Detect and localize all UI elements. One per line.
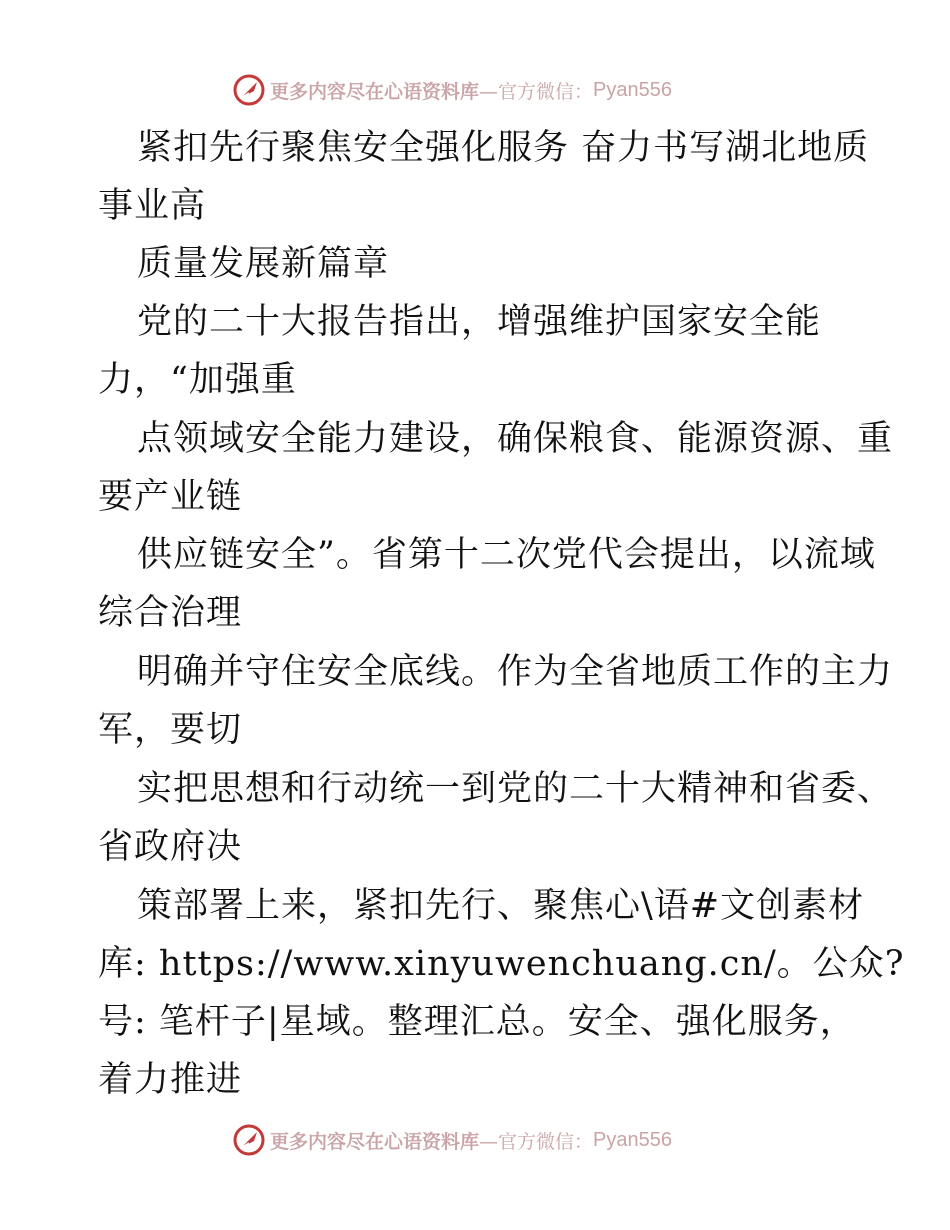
banner-wechat-id: Pyan556 <box>593 1128 672 1151</box>
text-line: 党的二十大报告指出，增强维护国家安全能 <box>137 302 822 342</box>
text-line: 策部署上来，紧扣先行、聚焦心\语#文创素材 <box>137 886 865 926</box>
text-line: 省政府决 <box>98 827 243 867</box>
feather-pen-logo-icon <box>232 1123 266 1157</box>
text-line: 事业高 <box>98 186 207 226</box>
text-line: 着力推进 <box>98 1060 243 1100</box>
text-line: 综合治理 <box>98 593 243 633</box>
text-line: 力，“加强重 <box>98 360 297 400</box>
text-line: 库: https://www.xinyuwenchuang.cn/。公众? <box>98 944 905 984</box>
text-line: 紧扣先行聚焦安全强化服务 奋力书写湖北地质 <box>137 128 870 168</box>
text-line: 质量发展新篇章 <box>137 244 390 284</box>
text-line: 实把思想和行动统一到党的二十大精神和省委、 <box>137 769 894 809</box>
banner-separator: —官方微信： <box>479 1130 594 1153</box>
text-line: 军，要切 <box>98 710 243 750</box>
banner-text: 更多内容尽在心语资料库 <box>270 1130 480 1153</box>
text-line: 要产业链 <box>98 477 243 517</box>
banner-text: 更多内容尽在心语资料库 <box>270 80 480 103</box>
text-line: 点领域安全能力建设，确保粮食、能源资源、重 <box>137 419 894 459</box>
footer-watermark-banner <box>232 1122 672 1158</box>
banner-wechat-id: Pyan556 <box>593 78 672 101</box>
text-line: 号: 笔杆子|星域。整理汇总。安全、强化服务， <box>98 1002 856 1042</box>
text-line: 明确并守住安全底线。作为全省地质工作的主力 <box>137 652 894 692</box>
text-line: 供应链安全”。省第十二次党代会提出，以流域 <box>137 535 876 575</box>
banner-separator: —官方微信： <box>479 80 594 103</box>
